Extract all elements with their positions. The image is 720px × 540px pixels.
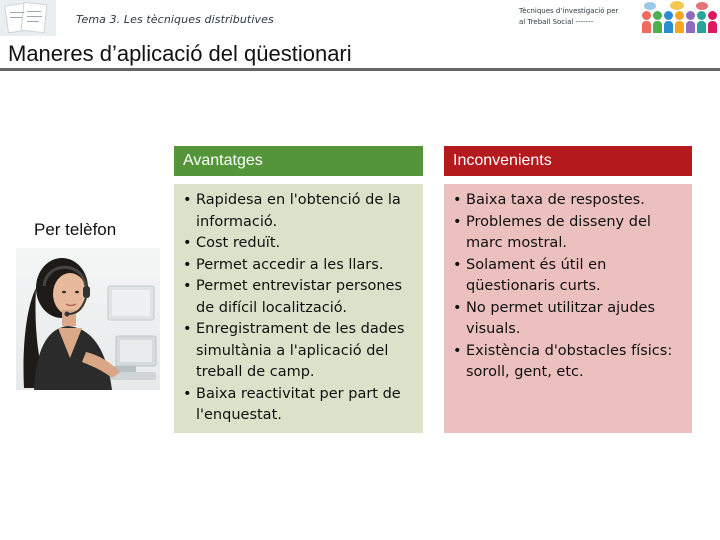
list-item: • Cost reduït.	[183, 233, 417, 255]
disadvantages-cell	[444, 184, 692, 433]
slide-header	[0, 0, 720, 36]
advantages-list	[183, 190, 417, 427]
course-label-line-1: Tècniques d’investigació per	[519, 7, 619, 15]
list-item: • Problemes de disseny del marc mostral.	[453, 212, 686, 255]
list-item: • No permet utilitzar ajudes visuals.	[453, 298, 686, 341]
list-item: • Existència d'obstacles físics: soroll, gent, etc.	[453, 341, 686, 384]
disadvantages-header: Inconvenients	[444, 146, 692, 176]
list-item: • Baixa taxa de respostes.	[453, 190, 686, 212]
title-divider	[0, 68, 720, 71]
advantages-cell	[174, 184, 423, 433]
advantages-header: Avantatges	[174, 146, 423, 176]
list-item: • Solament és útil en qüestionaris curts.	[453, 255, 686, 298]
operator-illustration	[16, 248, 160, 390]
slide-title: Maneres d’aplicació del qüestionari	[8, 41, 352, 66]
call-center-operator-photo	[16, 248, 160, 390]
disadvantages-list	[453, 190, 686, 384]
topic-label: Tema 3. Les tècniques distributives	[76, 13, 274, 26]
course-label	[519, 6, 639, 28]
people-group-icon	[640, 0, 720, 36]
list-item: • Rapidesa en l'obtenció de la informació.	[183, 190, 417, 233]
list-item: • Permet entrevistar persones de difícil localització.	[183, 276, 417, 319]
open-book-icon	[0, 0, 56, 36]
list-item: • Permet accedir a les llars.	[183, 255, 417, 277]
course-label-line-2: al Treball Social -------	[519, 18, 594, 26]
list-item: • Baixa reactivitat per part de l'enquestat.	[183, 384, 417, 427]
row-label-telephone: Per telèfon	[34, 220, 117, 239]
list-item: • Enregistrament de les dades simultània a l'aplicació del treball de camp.	[183, 319, 417, 384]
